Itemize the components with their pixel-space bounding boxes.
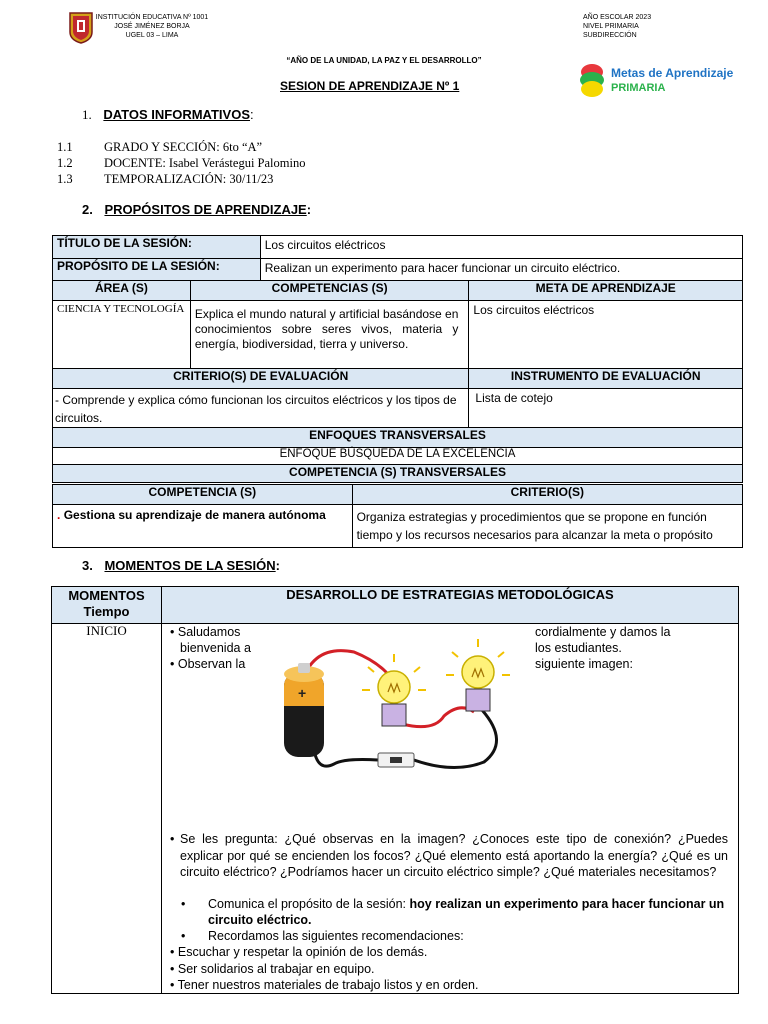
comp-value: Gestiona su aprendizaje de manera autónoma (63, 508, 326, 522)
school-ugel: UGEL 03 – LIMA (125, 32, 179, 39)
logo-subtitle: PRIMARIA (611, 82, 666, 94)
bullet-icon: • (170, 832, 175, 846)
questions-paragraph: • Se les pregunta: ¿Qué observas en la imagen? ¿Conoces este tipo de conexión? ¿Puedes explicar por qué se encienden los focos? ¿Qué elemento está aportando la energía? ¿Qué es un circuito eléctrico? ¿Podríamos hacer un circuito eléctrico simple? ¿Qué materiales necesitamos? (170, 832, 728, 879)
section1-title: DATOS INFORMATIVOS (103, 107, 250, 122)
bullet-icon: • (170, 657, 175, 671)
tiempo-header: Tiempo (83, 604, 130, 619)
meta-header: META DE APRENDIZAJE (469, 281, 743, 301)
crit-header: CRITERIO(S) (352, 485, 742, 505)
section1-number: 1. (82, 107, 92, 122)
momentos-header: MOMENTOS (68, 588, 145, 603)
area-header: ÁREA (S) (53, 281, 191, 301)
meta-value: Los circuitos eléctricos (469, 301, 743, 369)
instrumento-value: Lista de cotejo (469, 389, 743, 428)
rule-item: • Escuchar y respetar la opinión de los demás. (170, 945, 428, 959)
school-office: SUBDIRECCIÓN (583, 32, 637, 39)
criterio-header: CRITERIO(S) DE EVALUACIÓN (53, 369, 469, 389)
battery-icon (284, 663, 324, 757)
proposito-label: PROPÓSITO DE LA SESIÓN: (53, 259, 261, 281)
datos-item: 1.1 GRADO Y SECCIÓN: 6to “A” (57, 140, 263, 154)
datos-list (57, 139, 305, 187)
section3-number: 3. (82, 558, 93, 573)
section2-number: 2. (82, 202, 93, 217)
comp-header: COMPETENCIA (S) (53, 485, 353, 505)
session-title: SESION DE APRENDIZAJE Nº 1 (280, 79, 460, 93)
competencia-transversal-table (52, 484, 743, 548)
area-value: CIENCIA Y TECNOLOGÍA (53, 301, 191, 369)
enfoque-value: ENFOQUE BÚSQUEDA DE LA EXCELENCIA (53, 448, 743, 465)
competencias-header: COMPETENCIAS (S) (190, 281, 469, 301)
rules-list (170, 944, 478, 994)
school-level: NIVEL PRIMARIA (583, 23, 639, 30)
comunica-paragraph: • Comunica el propósito de la sesión: hoy realizan un experimento para hacer funcionar un circuito eléctrico. (181, 897, 725, 927)
moment-inicio: INICIO (86, 623, 127, 638)
year-motto: “AÑO DE LA UNIDAD, LA PAZ Y EL DESARROLLO” (286, 56, 482, 65)
light-bulb-icon (362, 654, 426, 726)
titulo-label: TÍTULO DE LA SESIÓN: (53, 236, 261, 259)
proposito-value: Realizan un experimento para hacer funcionar un circuito eléctrico. (260, 259, 742, 281)
instrumento-header: INSTRUMENTO DE EVALUACIÓN (469, 369, 743, 389)
cordialmente-text: cordialmente y damos la (535, 625, 671, 639)
section1-colon: : (250, 107, 254, 122)
battery-plus: + (298, 685, 307, 701)
switch-icon (378, 753, 414, 767)
school-subname: JOSÉ JIMÉNEZ BORJA (114, 23, 190, 30)
recordamos-text: • Recordamos las siguientes recomendaciones: (181, 929, 464, 943)
crit-value: Organiza estrategias y procedimientos que se propone en función tiempo y los recursos necesarios para alcanzar la meta o propósito (352, 505, 742, 548)
bullet-icon: • (181, 929, 186, 943)
comp-bullet: . (57, 508, 61, 522)
comp-value-cell (53, 505, 353, 548)
logo-title: Metas de Aprendizaje (611, 66, 734, 80)
saludamos-text: Saludamos (177, 625, 241, 639)
section3-title: MOMENTOS DE LA SESIÓN (104, 558, 276, 573)
desarrollo-header: DESARROLLO DE ESTRATEGIAS METODOLÓGICAS (286, 587, 614, 602)
school-crest (69, 12, 93, 44)
section2-title: PROPÓSITOS DE APRENDIZAJE (104, 202, 307, 217)
propositos-table (52, 235, 743, 483)
bullet-icon: • (170, 625, 175, 639)
bienvenida-text: bienvenida a (180, 641, 251, 655)
criterio-value: - Comprende y explica cómo funcionan los circuitos eléctricos y los tipos de circuitos. (53, 389, 469, 428)
bullet-icon: • (181, 897, 186, 911)
titulo-value: Los circuitos eléctricos (260, 236, 742, 259)
section2-colon: : (306, 202, 312, 217)
estudiantes-text: los estudiantes. (535, 641, 622, 655)
comp-trans-header: COMPETENCIA (S) TRANSVERSALES (53, 465, 743, 483)
datos-item: 1.2 DOCENTE: Isabel Verástegui Palomino (57, 156, 306, 170)
rule-item: • Ser solidarios al trabajar en equipo. (170, 961, 375, 976)
rule-item: • Tener nuestros materiales de trabajo listos y en orden. (170, 978, 479, 992)
observan-text: Observan la (177, 657, 246, 671)
circuit-illustration (274, 632, 514, 782)
light-bulb-icon (446, 639, 510, 711)
competencia-value: Explica el mundo natural y artificial basándose en conocimientos sobre seres vivos, materia y energía, biodiversidad, tierra y universo. (190, 301, 469, 369)
momentos-table (51, 586, 739, 994)
school-year: AÑO ESCOLAR 2023 (583, 14, 652, 21)
enfoques-header: ENFOQUES TRANSVERSALES (53, 428, 743, 448)
metas-logo (579, 63, 749, 99)
section3-colon: : (275, 558, 280, 573)
siguiente-imagen-text: siguiente imagen: (535, 657, 633, 671)
datos-item: 1.3 TEMPORALIZACIÓN: 30/11/23 (57, 172, 274, 186)
school-name: INSTITUCIÓN EDUCATIVA Nº 1001 (95, 14, 209, 21)
